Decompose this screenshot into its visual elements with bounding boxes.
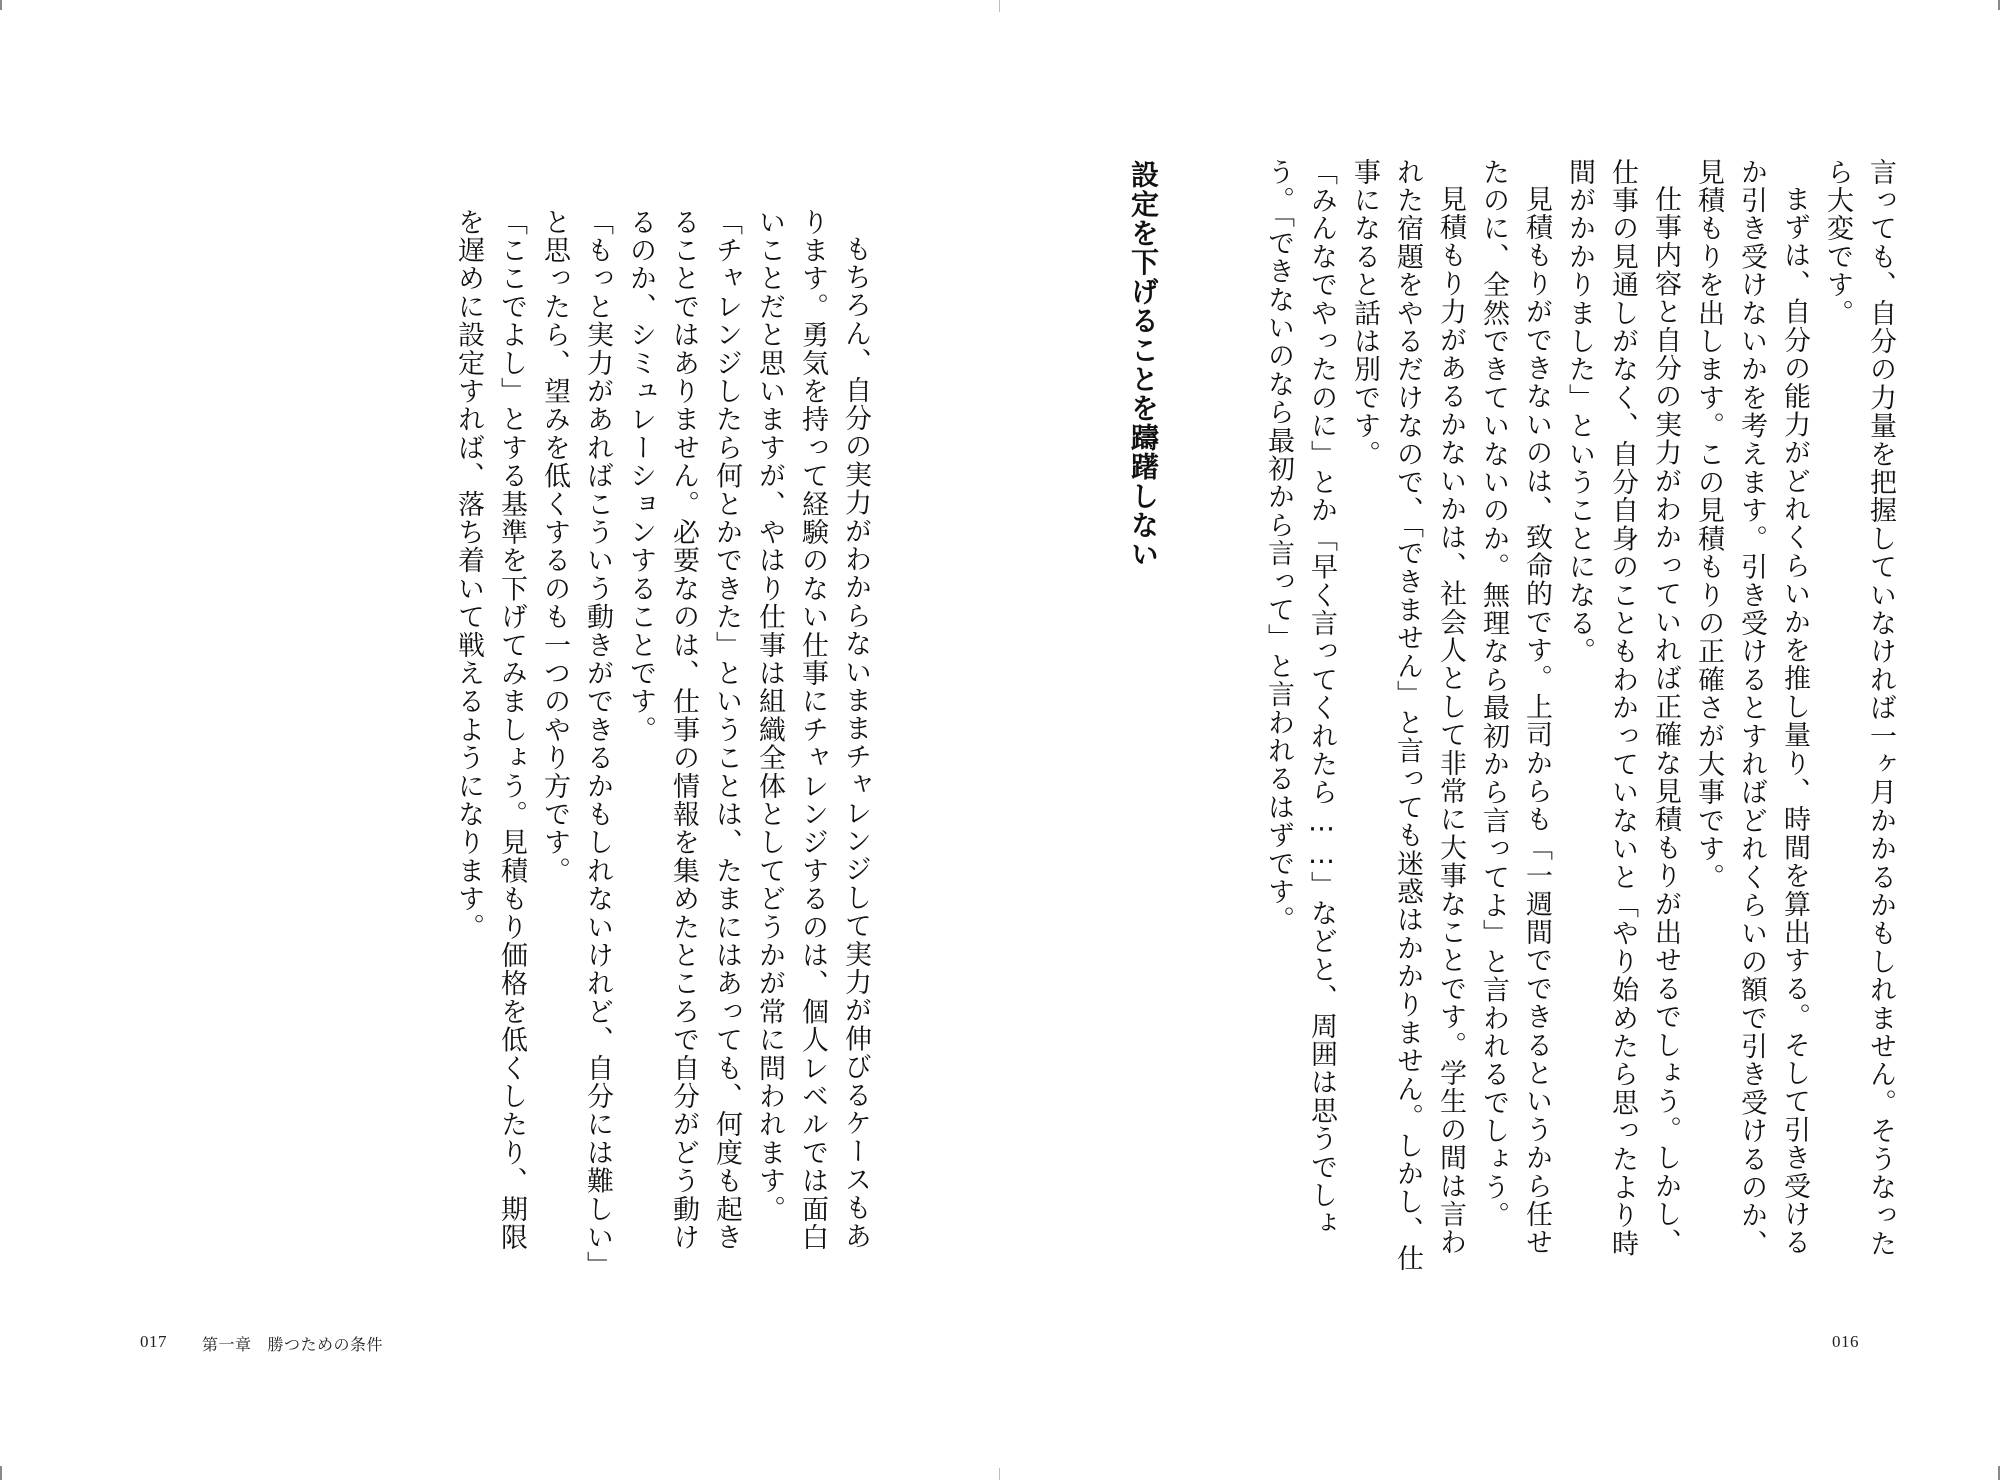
- paragraph: 「ここでよし」とする基準を下げてみましょう。見積もり価格を低くしたり、期限を遅めに設定すれば、落ち着いて戦えるようになります。: [453, 208, 527, 1252]
- paragraph: 仕事内容と自分の実力がわかっていれば正確な見積もりが出せるでしょう。しかし、仕事の見通しがなく、自分自身のこともわかっていないと「やり始めたら思ったより時間がかかりました」ということになる。: [1564, 158, 1681, 1258]
- paragraph: 言っても、自分の力量を把握していなければ一ヶ月かかるかもしれません。そうなったら大変です。: [1822, 158, 1896, 1258]
- running-head: [202, 1332, 383, 1355]
- paragraph: 見積もり力があるかないかは、社会人として非常に大事なことです。学生の間は言われた宿題をやるだけなので、「できません」と言っても迷惑はかかりません。しかし、仕事になると話は別です。: [1349, 158, 1466, 1273]
- page-number-017: 017: [140, 1332, 167, 1351]
- paragraph: 「チャレンジしたら何とかできた」ということは、たまにはあっても、何度も起きることではありません。必要なのは、仕事の情報を集めたところで自分がどう動けるのか、シミュレーションすることです。: [625, 208, 742, 1252]
- body-text-page-017: [447, 208, 877, 1278]
- section-heading-text: 設定を下げることを躊躇しない: [1127, 160, 1160, 569]
- paragraph: 見積もりができないのは、致命的です。上司からも「一週間でできるというから任せたのに、全然できていないのか。無理なら最初から言ってよ」と言われるでしょう。: [1478, 158, 1552, 1257]
- section-heading: [1115, 160, 1165, 960]
- paragraph: 「もっと実力があればこういう動きができるかもしれないけれど、自分には難しい」と思ったら、望みを低くするのも一つのやり方です。: [539, 208, 613, 1267]
- paragraph: まずは、自分の能力がどれくらいかを推し量り、時間を算出する。そして引き受けるか引き受けないかを考えます。引き受けるとすればどれくらいの額で引き受けるのか、見積もりを出します。この見積もりの正確さが大事です。: [1693, 158, 1810, 1258]
- page-number-016: 016: [1832, 1332, 1859, 1351]
- running-head-title: 勝つための条件: [267, 1335, 384, 1354]
- body-text-page-016: [1182, 158, 1902, 1278]
- running-head-chapter: 第一章: [202, 1335, 252, 1354]
- paragraph: 「みんなでやったのに」とか「早く言ってくれたら……」などと、周囲は思うでしょう。「できないのなら最初から言って」と言われるはずです。: [1263, 158, 1337, 1238]
- paragraph: もちろん、自分の実力がわからないままチャレンジして実力が伸びるケースもあります。勇気を持って経験のない仕事にチャレンジするのは、個人レベルでは面白いことだと思いますが、やはり仕事は組織全体としてどうかが常に問われます。: [754, 208, 871, 1252]
